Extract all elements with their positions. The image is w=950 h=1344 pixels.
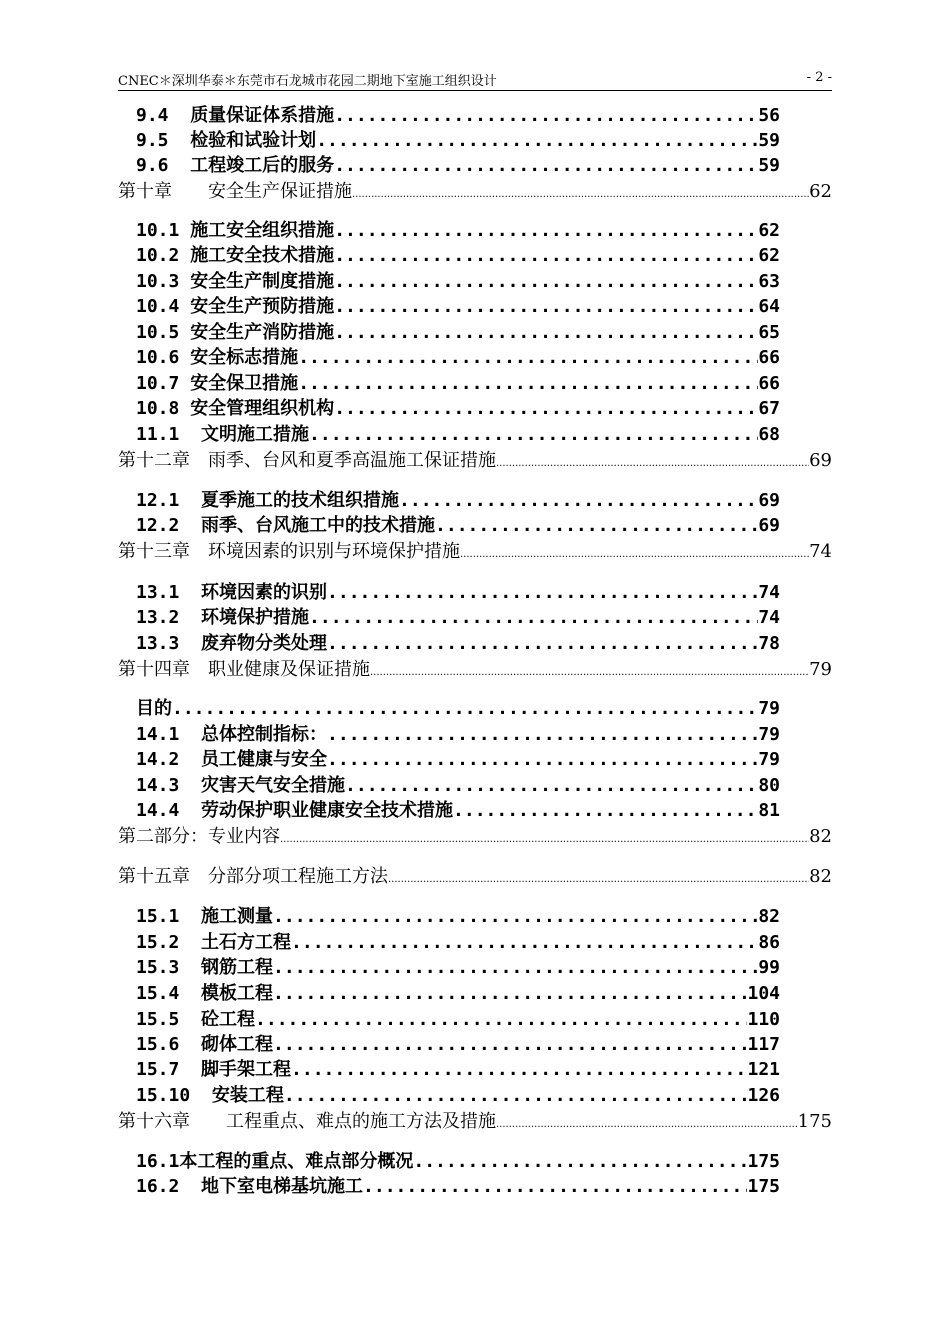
toc-entry-number: 14.2 bbox=[136, 749, 202, 770]
toc-entry-title: 检验和试验计划 bbox=[190, 130, 317, 151]
toc-entry-title: 施工测量 bbox=[201, 906, 274, 927]
toc-entry-label bbox=[136, 773, 345, 799]
toc-entry-number: 13.1 bbox=[136, 582, 202, 603]
toc-entry-label bbox=[136, 128, 316, 154]
toc-section-entry[interactable] bbox=[136, 153, 780, 179]
dot-leader bbox=[327, 580, 758, 606]
toc-entry-title: 安全保卫措施 bbox=[190, 373, 299, 394]
toc-entry-number: 10.4 bbox=[136, 296, 191, 317]
toc-section-entry[interactable] bbox=[136, 605, 780, 631]
toc-entry-label bbox=[136, 243, 334, 269]
toc-entry-label bbox=[136, 930, 291, 956]
dot-leader bbox=[273, 1032, 747, 1058]
toc-entry-label: 第十四章 职业健康及保证措施 bbox=[118, 659, 370, 680]
toc-entry-title: 安全生产预防措施 bbox=[190, 296, 335, 317]
toc-chapter-entry[interactable] bbox=[118, 1109, 832, 1138]
toc-section-entry[interactable] bbox=[136, 930, 780, 956]
toc-entry-title: 文明施工措施 bbox=[201, 424, 310, 445]
dot-leader bbox=[280, 827, 809, 853]
toc-entry-number: 15.7 bbox=[136, 1059, 202, 1080]
toc-entry-label bbox=[136, 294, 334, 320]
toc-entry-number: 15.4 bbox=[136, 983, 202, 1004]
toc-entry-number: 13.3 bbox=[136, 633, 202, 654]
dot-leader bbox=[309, 605, 758, 631]
dot-leader bbox=[334, 153, 758, 179]
dot-leader bbox=[334, 269, 758, 295]
dot-leader bbox=[363, 1174, 747, 1200]
toc-page-number: 62 bbox=[809, 181, 832, 202]
toc-page-number: 82 bbox=[809, 866, 832, 887]
toc-entry-number: 15.6 bbox=[136, 1034, 202, 1055]
toc-page-number: 99 bbox=[758, 957, 780, 978]
toc-entry-label: 第十六章 工程重点、难点的施工方法及措施 bbox=[118, 1111, 496, 1132]
toc-entry-title: 砌体工程 bbox=[201, 1034, 274, 1055]
toc-entry-number: 15.3 bbox=[136, 957, 202, 978]
toc-entry-number: 13.2 bbox=[136, 607, 202, 628]
toc-page-number: 65 bbox=[758, 322, 780, 343]
toc-entry-label bbox=[136, 218, 334, 244]
toc-entry-title: 地下室电梯基坑施工 bbox=[201, 1176, 364, 1197]
toc-page-number: 59 bbox=[758, 155, 780, 176]
dot-leader bbox=[284, 1083, 748, 1109]
dot-leader bbox=[273, 904, 758, 930]
toc-entry-title: 目的 bbox=[136, 698, 172, 719]
toc-page-number: 82 bbox=[758, 906, 780, 927]
toc-page-number: 56 bbox=[758, 105, 780, 126]
toc-entry-label bbox=[136, 1007, 255, 1033]
toc-section-entry[interactable] bbox=[136, 269, 780, 295]
toc-entry-label: 第二部分：专业内容 bbox=[118, 826, 280, 847]
toc-page-number: 79 bbox=[758, 698, 780, 719]
dot-leader bbox=[327, 631, 758, 657]
toc-entry-label bbox=[136, 1032, 273, 1058]
toc-page-number: 79 bbox=[758, 749, 780, 770]
toc-entry-title: 夏季施工的技术组织措施 bbox=[201, 490, 400, 511]
toc-entry-title: 安全管理组织机构 bbox=[190, 398, 335, 419]
toc-page-number: 74 bbox=[758, 582, 780, 603]
toc-page-number: 175 bbox=[747, 1151, 780, 1172]
toc-page-number: 126 bbox=[747, 1085, 780, 1106]
toc-entry-number: 10.1 bbox=[136, 220, 191, 241]
toc-entry-number: 15.2 bbox=[136, 932, 202, 953]
dot-leader bbox=[496, 451, 809, 477]
toc-entry-title: 安装工程 bbox=[211, 1085, 284, 1106]
toc-entry-title: 环境因素的识别 bbox=[201, 582, 328, 603]
toc-entry-label bbox=[136, 371, 298, 397]
toc-entry-label bbox=[136, 1057, 291, 1083]
toc-entry-title: 总体控制指标： bbox=[201, 724, 328, 745]
toc-page-number: 78 bbox=[758, 633, 780, 654]
toc-entry-label bbox=[136, 722, 327, 748]
dot-leader bbox=[334, 396, 758, 422]
toc-page-number: 82 bbox=[809, 826, 832, 847]
toc-entry-label bbox=[136, 605, 309, 631]
toc-page-number: 62 bbox=[758, 245, 780, 266]
toc-page-number: 67 bbox=[758, 398, 780, 419]
toc-entry-label bbox=[136, 904, 273, 930]
toc-section-entry[interactable] bbox=[136, 631, 780, 657]
toc-page-number: 175 bbox=[797, 1111, 832, 1132]
toc-page-number: 69 bbox=[809, 450, 832, 471]
toc-entry-label bbox=[136, 1149, 413, 1175]
toc-entry-title: 模板工程 bbox=[201, 983, 274, 1004]
toc-section-entry[interactable] bbox=[136, 513, 780, 539]
toc-entry-title: 安全生产制度措施 bbox=[190, 271, 335, 292]
toc-page-number: 68 bbox=[758, 424, 780, 445]
toc-page-number: 81 bbox=[758, 800, 780, 821]
toc-entry-number: 16.1 bbox=[136, 1151, 180, 1172]
toc-entry-label: 第十二章 雨季、台风和夏季高温施工保证措施 bbox=[118, 450, 496, 471]
toc-entry-label bbox=[136, 345, 298, 371]
dot-leader bbox=[334, 320, 758, 346]
dot-leader bbox=[334, 103, 758, 129]
toc-entry-label bbox=[136, 747, 327, 773]
dot-leader bbox=[334, 243, 758, 269]
toc-entry-label bbox=[136, 1174, 363, 1200]
toc-entry-label bbox=[136, 269, 334, 295]
toc-chapter-entry[interactable] bbox=[118, 824, 832, 853]
toc-section-entry[interactable] bbox=[136, 218, 780, 244]
toc-entry-label: 第十三章 环境因素的识别与环境保护措施 bbox=[118, 541, 460, 562]
dot-leader bbox=[273, 981, 747, 1007]
toc-entry-title: 质量保证体系措施 bbox=[190, 105, 335, 126]
toc-entry-label bbox=[136, 488, 399, 514]
document-title: CNEC＊深圳华泰＊东莞市石龙城市花园二期地下室施工组织设计 bbox=[118, 74, 497, 89]
toc-entry-label: 第十章 安全生产保证措施 bbox=[118, 181, 352, 202]
toc-entry-title: 劳动保护职业健康安全技术措施 bbox=[201, 800, 454, 821]
toc-entry-title: 钢筋工程 bbox=[201, 957, 274, 978]
dot-leader bbox=[413, 1149, 747, 1175]
toc-entry-number: 16.2 bbox=[136, 1176, 202, 1197]
toc-entry-label bbox=[136, 320, 334, 346]
toc-entry-label bbox=[136, 396, 334, 422]
toc-section-entry[interactable] bbox=[136, 1083, 780, 1109]
toc-chapter-entry[interactable] bbox=[118, 864, 832, 893]
toc-entry-title: 废弃物分类处理 bbox=[201, 633, 328, 654]
toc-entry-title: 工程竣工后的服务 bbox=[190, 155, 335, 176]
toc-entry-title: 本工程的重点、难点部分概况 bbox=[179, 1151, 414, 1172]
toc-section-entry[interactable] bbox=[136, 773, 780, 799]
toc-entry-number: 9.5 bbox=[136, 130, 191, 151]
toc-entry-label bbox=[136, 955, 273, 981]
dot-leader bbox=[388, 867, 809, 893]
toc-page-number: 64 bbox=[758, 296, 780, 317]
dot-leader bbox=[435, 513, 758, 539]
toc-page-number: 69 bbox=[758, 490, 780, 511]
dot-leader bbox=[496, 1112, 798, 1138]
dot-leader bbox=[298, 371, 758, 397]
dot-leader bbox=[316, 128, 758, 154]
toc-entry-title: 土石方工程 bbox=[201, 932, 292, 953]
toc-page-number: 86 bbox=[758, 932, 780, 953]
dot-leader bbox=[273, 955, 758, 981]
toc-section-entry[interactable] bbox=[136, 1174, 780, 1200]
toc-entry-label bbox=[136, 103, 334, 129]
toc-section-entry[interactable] bbox=[136, 798, 780, 824]
toc-page-number: 63 bbox=[758, 271, 780, 292]
toc-entry-number: 11.1 bbox=[136, 424, 202, 445]
dot-leader bbox=[453, 798, 758, 824]
dot-leader bbox=[460, 542, 809, 568]
toc-page-number: 80 bbox=[758, 775, 780, 796]
toc-section-entry[interactable] bbox=[136, 128, 780, 154]
toc-entry-title: 脚手架工程 bbox=[201, 1059, 292, 1080]
toc-section-entry[interactable] bbox=[136, 320, 780, 346]
toc-entry-number: 10.6 bbox=[136, 347, 191, 368]
toc-section-entry[interactable] bbox=[136, 580, 780, 606]
toc-entry-label bbox=[136, 580, 327, 606]
toc-page-number: 59 bbox=[758, 130, 780, 151]
dot-leader bbox=[327, 722, 758, 748]
toc-section-entry[interactable] bbox=[136, 243, 780, 269]
dot-leader bbox=[309, 422, 758, 448]
dot-leader bbox=[370, 660, 809, 686]
toc-page-number: 79 bbox=[809, 659, 832, 680]
toc-entry-number: 14.1 bbox=[136, 724, 202, 745]
toc-entry-label bbox=[136, 631, 327, 657]
toc-entry-number: 10.2 bbox=[136, 245, 191, 266]
toc-entry-title: 员工健康与安全 bbox=[201, 749, 328, 770]
toc-entry-label bbox=[136, 696, 172, 722]
toc-entry-label bbox=[136, 1083, 284, 1109]
toc-entry-title: 施工安全组织措施 bbox=[190, 220, 335, 241]
toc-chapter-entry[interactable] bbox=[118, 539, 832, 568]
toc-entry-label bbox=[136, 798, 453, 824]
toc-entry-label: 第十五章 分部分项工程施工方法 bbox=[118, 866, 388, 887]
toc-entry-number: 9.4 bbox=[136, 105, 191, 126]
toc-entry-number: 10.7 bbox=[136, 373, 191, 394]
toc-entry-number: 12.2 bbox=[136, 515, 202, 536]
dot-leader bbox=[334, 218, 758, 244]
toc-entry-number: 9.6 bbox=[136, 155, 191, 176]
toc-page-number: 69 bbox=[758, 515, 780, 536]
dot-leader bbox=[291, 1057, 747, 1083]
toc-entry-label bbox=[136, 981, 273, 1007]
toc-section-entry[interactable] bbox=[136, 722, 780, 748]
toc-page-number: 66 bbox=[758, 373, 780, 394]
toc-entry-number: 12.1 bbox=[136, 490, 202, 511]
toc-entry-label bbox=[136, 513, 435, 539]
toc-chapter-entry[interactable] bbox=[118, 179, 832, 208]
toc-entry-title: 雨季、台风施工中的技术措施 bbox=[201, 515, 436, 536]
toc-section-entry[interactable] bbox=[136, 955, 780, 981]
toc-entry-number: 15.10 bbox=[136, 1085, 212, 1106]
toc-entry-number: 15.5 bbox=[136, 1009, 202, 1030]
toc-section-entry[interactable] bbox=[136, 396, 780, 422]
toc-page-number: 66 bbox=[758, 347, 780, 368]
toc-entry-title: 灾害天气安全措施 bbox=[201, 775, 346, 796]
toc-entry-number: 10.8 bbox=[136, 398, 191, 419]
page-number: - 2 - bbox=[806, 70, 832, 85]
dot-leader bbox=[399, 488, 758, 514]
toc-entry-number: 14.4 bbox=[136, 800, 202, 821]
toc-entry-title: 安全生产消防措施 bbox=[190, 322, 335, 343]
dot-leader bbox=[327, 747, 758, 773]
toc-chapter-entry[interactable] bbox=[118, 657, 832, 686]
toc-entry-number: 14.3 bbox=[136, 775, 202, 796]
dot-leader bbox=[334, 294, 758, 320]
toc-section-entry[interactable] bbox=[136, 371, 780, 397]
toc-entry-label bbox=[136, 422, 309, 448]
toc-page-number: 79 bbox=[758, 724, 780, 745]
toc-page-number: 74 bbox=[809, 541, 832, 562]
dot-leader bbox=[255, 1007, 747, 1033]
toc-entry-label bbox=[136, 153, 334, 179]
page-header bbox=[118, 68, 832, 91]
toc-section-entry[interactable] bbox=[136, 1149, 780, 1175]
toc-page-number: 175 bbox=[747, 1176, 780, 1197]
dot-leader bbox=[291, 930, 758, 956]
toc-section-entry[interactable] bbox=[136, 345, 780, 371]
toc-section-entry[interactable] bbox=[136, 294, 780, 320]
toc-page-number: 110 bbox=[747, 1009, 780, 1030]
toc-section-entry[interactable] bbox=[136, 422, 780, 448]
toc-entry-title: 环境保护措施 bbox=[201, 607, 310, 628]
dot-leader bbox=[352, 182, 809, 208]
toc-entry-title: 安全标志措施 bbox=[190, 347, 299, 368]
toc-entry-number: 15.1 bbox=[136, 906, 202, 927]
toc-section-entry[interactable] bbox=[136, 696, 780, 722]
toc-section-entry[interactable] bbox=[136, 103, 780, 129]
dot-leader bbox=[298, 345, 758, 371]
dot-leader bbox=[345, 773, 758, 799]
toc-section-entry[interactable] bbox=[136, 1007, 780, 1033]
toc-page-number: 121 bbox=[747, 1059, 780, 1080]
toc-section-entry[interactable] bbox=[136, 747, 780, 773]
toc-entry-number: 10.5 bbox=[136, 322, 191, 343]
toc-entry-title: 施工安全技术措施 bbox=[190, 245, 335, 266]
toc-page-number: 74 bbox=[758, 607, 780, 628]
toc-page-number: 104 bbox=[747, 983, 780, 1004]
toc-section-entry[interactable] bbox=[136, 904, 780, 930]
toc-section-entry[interactable] bbox=[136, 1032, 780, 1058]
toc-section-entry[interactable] bbox=[136, 1057, 780, 1083]
toc-entry-number: 10.3 bbox=[136, 271, 191, 292]
toc-section-entry[interactable] bbox=[136, 981, 780, 1007]
toc-section-entry[interactable] bbox=[136, 488, 780, 514]
toc-page-number: 117 bbox=[747, 1034, 780, 1055]
toc-chapter-entry[interactable] bbox=[118, 448, 832, 477]
toc-entry-title: 砼工程 bbox=[201, 1009, 256, 1030]
toc-page-number: 62 bbox=[758, 220, 780, 241]
dot-leader bbox=[172, 696, 758, 722]
